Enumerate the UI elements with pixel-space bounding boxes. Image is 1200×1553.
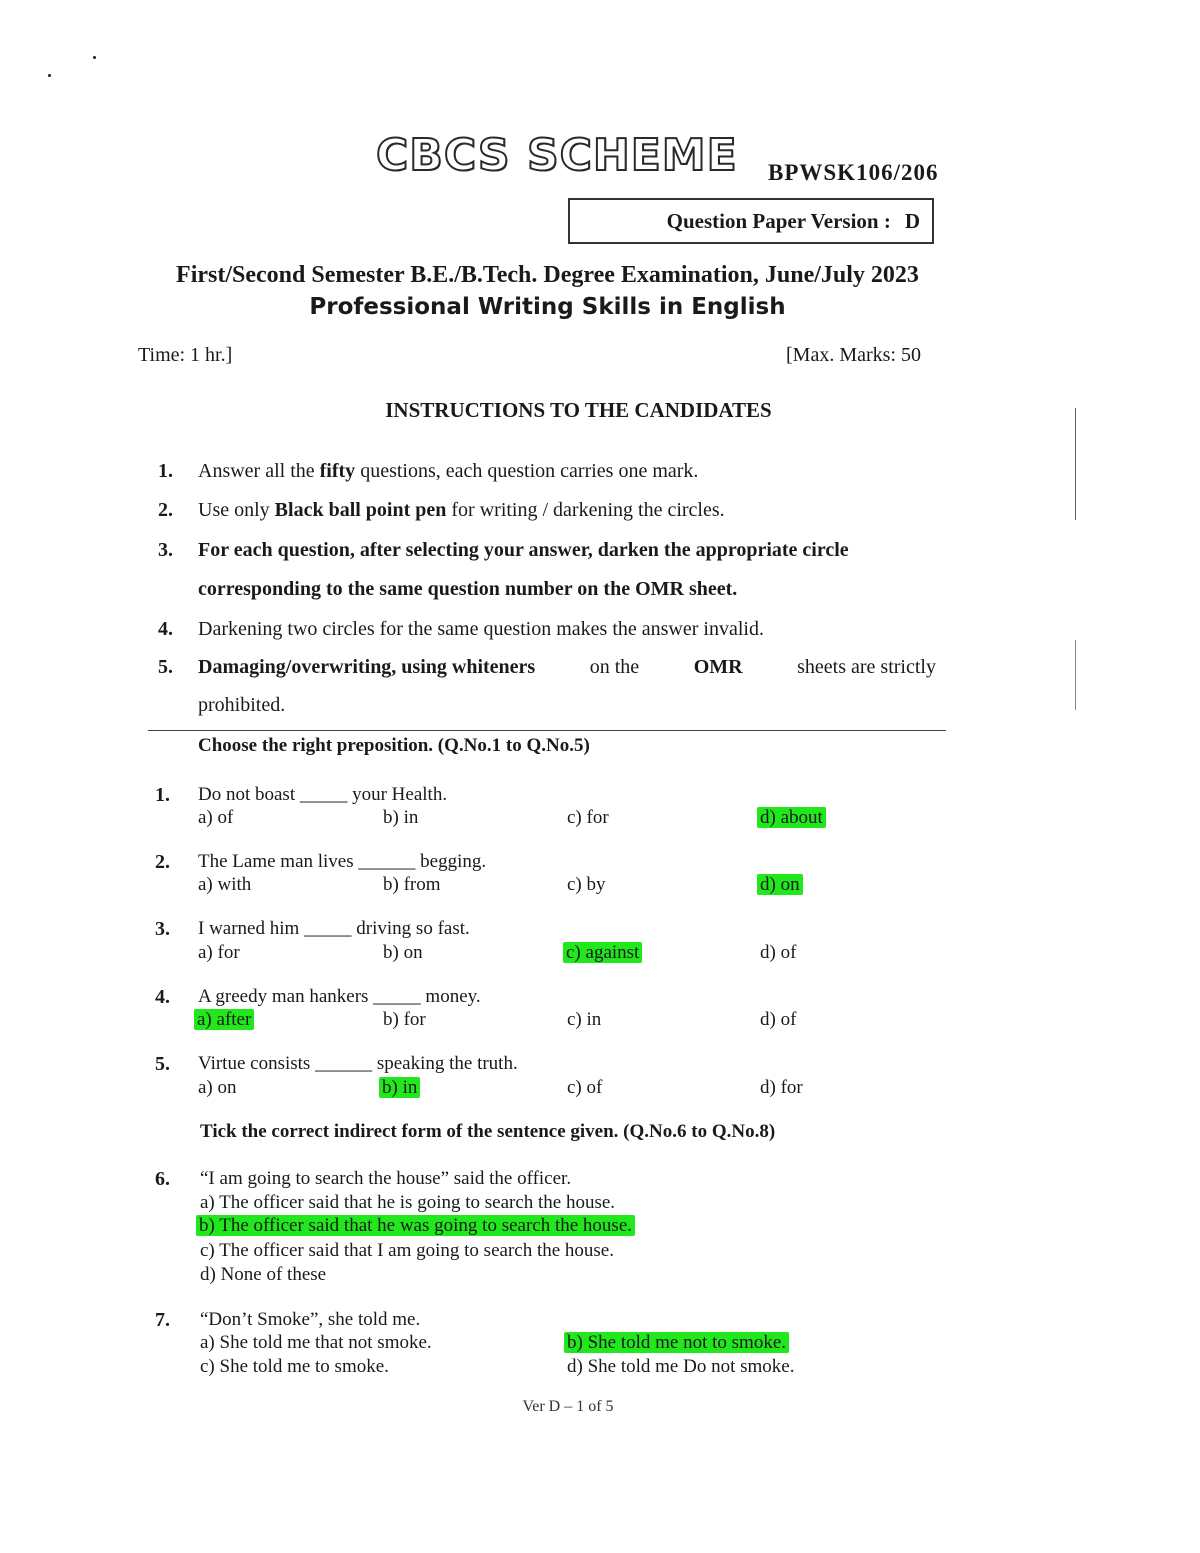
scan-speck: [48, 74, 51, 77]
option-b: b) on: [383, 942, 423, 963]
option-d-answer: d) about: [757, 807, 826, 829]
subject-title: Professional Writing Skills in English: [309, 294, 786, 320]
instruction-text: Darkening two circles for the same question makes the answer invalid.: [198, 618, 764, 640]
option-d-answer: d) on: [757, 874, 803, 896]
instruction-number: 1.: [158, 460, 173, 482]
option-d: d) None of these: [200, 1264, 327, 1285]
option-d: d) of: [760, 1009, 797, 1030]
option-c: c) for: [567, 807, 609, 828]
instruction-number: 3.: [158, 539, 173, 561]
instruction-text: Answer all the fifty questions, each question carries one mark.: [198, 460, 699, 482]
section-heading: Tick the correct indirect form of the sentence given. (Q.No.6 to Q.No.8): [200, 1121, 776, 1142]
question-text: “I am going to search the house” said the officer.: [200, 1168, 572, 1189]
option-b-answer: b) in: [379, 1077, 420, 1099]
question-text: Virtue consists ______ speaking the truth.: [198, 1053, 518, 1074]
option-d: d) of: [760, 942, 797, 963]
option-c: c) of: [567, 1077, 603, 1098]
question-number: 5.: [155, 1053, 170, 1075]
instruction-text: Damaging/overwriting, using whiteners on the OMR sheets are strictly: [198, 656, 936, 678]
question-number: 3.: [155, 918, 170, 940]
question-text: I warned him _____ driving so fast.: [198, 918, 470, 939]
option-c: c) The officer said that I am going to search the house.: [200, 1240, 614, 1261]
question-text: “Don’t Smoke”, she told me.: [200, 1309, 421, 1330]
option-c-answer: c) against: [563, 942, 642, 964]
option-a: a) on: [198, 1077, 237, 1098]
question-number: 2.: [155, 851, 170, 873]
question-text: The Lame man lives ______ begging.: [198, 851, 487, 872]
question-number: 4.: [155, 986, 170, 1008]
option-a: a) of: [198, 807, 234, 828]
instructions-heading: INSTRUCTIONS TO THE CANDIDATES: [385, 398, 772, 422]
option-a: a) She told me that not smoke.: [200, 1332, 432, 1353]
option-b: b) in: [383, 807, 419, 828]
section-heading: Choose the right preposition. (Q.No.1 to Q.No.5): [198, 735, 590, 756]
option-c: c) She told me to smoke.: [200, 1356, 389, 1377]
instruction-text: For each question, after selecting your answer, darken the appropriate circle: [198, 539, 849, 561]
instruction-text-continued: prohibited.: [198, 694, 286, 716]
exam-title: First/Second Semester B.E./B.Tech. Degree Examination, June/July 2023: [176, 262, 919, 288]
question-text: Do not boast _____ your Health.: [198, 784, 448, 805]
instruction-number: 5.: [158, 656, 173, 678]
option-a: a) The officer said that he is going to search the house.: [200, 1192, 616, 1213]
instruction-number: 2.: [158, 499, 173, 521]
divider: [148, 730, 946, 731]
time-limit: Time: 1 hr.]: [138, 344, 233, 366]
option-a: a) for: [198, 942, 240, 963]
question-number: 7.: [155, 1309, 170, 1331]
option-c: c) by: [567, 874, 606, 895]
option-a-answer: a) after: [194, 1009, 254, 1031]
instruction-text-continued: corresponding to the same question number on the OMR sheet.: [198, 578, 738, 600]
scan-edge-line: [1075, 640, 1076, 710]
max-marks: [Max. Marks: 50: [786, 344, 921, 366]
instruction-number: 4.: [158, 618, 173, 640]
instruction-text: Use only Black ball point pen for writing / darkening the circles.: [198, 499, 725, 521]
option-d: d) She told me Do not smoke.: [567, 1356, 795, 1377]
option-b-answer: b) The officer said that he was going to search the house.: [196, 1215, 635, 1237]
option-a: a) with: [198, 874, 252, 895]
version-value: D: [904, 208, 920, 233]
scan-speck: [93, 56, 96, 59]
option-c: c) in: [567, 1009, 602, 1030]
option-b: b) from: [383, 874, 441, 895]
question-number: 1.: [155, 784, 170, 806]
option-b: b) for: [383, 1009, 426, 1030]
page-footer: Ver D – 1 of 5: [522, 1398, 614, 1415]
question-text: A greedy man hankers _____ money.: [198, 986, 481, 1007]
scheme-logo: CBCS SCHEME: [376, 130, 738, 181]
version-box: [568, 198, 934, 244]
version-label: Question Paper Version :: [666, 208, 891, 233]
scan-edge-line: [1075, 408, 1076, 520]
question-number: 6.: [155, 1168, 170, 1190]
option-d: d) for: [760, 1077, 803, 1098]
option-b-answer: b) She told me not to smoke.: [564, 1332, 789, 1354]
paper-code: BPWSK106/206: [768, 160, 939, 185]
